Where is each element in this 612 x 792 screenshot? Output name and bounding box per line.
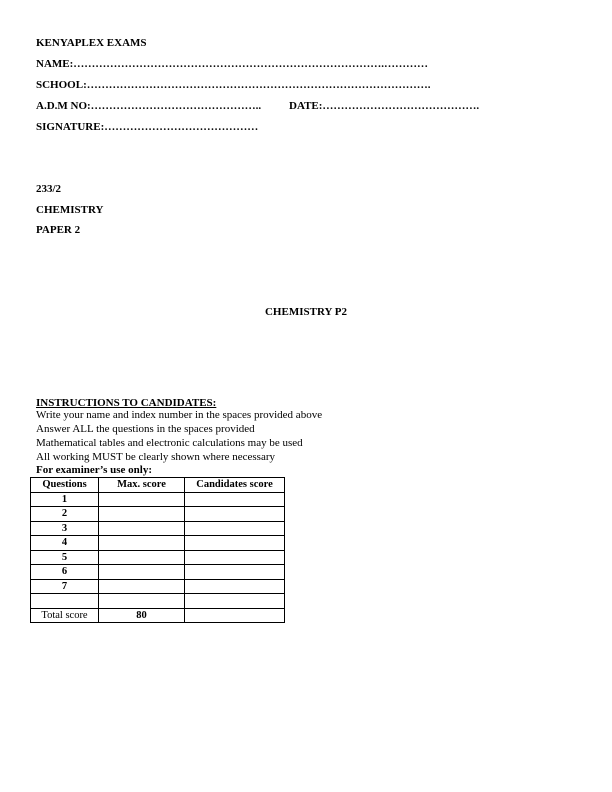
max-score-cell <box>99 550 185 565</box>
paper-number: PAPER 2 <box>36 224 81 236</box>
column-header-candidates-score: Candidates score <box>185 478 285 493</box>
adm-no-field[interactable]: A.D.M NO:……………………………………….. <box>36 100 262 112</box>
candidate-score-cell[interactable] <box>185 507 285 522</box>
candidate-score-cell[interactable] <box>185 565 285 580</box>
max-score-cell <box>99 594 185 609</box>
total-max-score: 80 <box>99 608 185 623</box>
table-row <box>31 565 285 580</box>
subject-name: CHEMISTRY <box>36 204 104 216</box>
question-number <box>31 594 99 609</box>
instructions-heading: INSTRUCTIONS TO CANDIDATES: <box>36 397 217 409</box>
total-candidate-score[interactable] <box>185 608 285 623</box>
examiner-note: For examiner’s use only: <box>36 464 152 476</box>
table-header-row <box>31 478 285 493</box>
instruction-item: Write your name and index number in the spaces provided above <box>36 409 323 421</box>
max-score-cell <box>99 536 185 551</box>
candidate-score-cell[interactable] <box>185 594 285 609</box>
table-row <box>31 507 285 522</box>
paper-code: 233/2 <box>36 183 62 195</box>
candidate-score-cell[interactable] <box>185 579 285 594</box>
school-field[interactable]: SCHOOL:…………………………………………………………………………………. <box>36 79 431 91</box>
candidate-score-cell[interactable] <box>185 550 285 565</box>
table-row <box>31 521 285 536</box>
question-number: 6 <box>31 565 99 580</box>
column-header-questions: Questions <box>31 478 99 493</box>
max-score-cell <box>99 507 185 522</box>
table-row <box>31 550 285 565</box>
question-number: 1 <box>31 492 99 507</box>
candidate-score-cell[interactable] <box>185 492 285 507</box>
question-number: 7 <box>31 579 99 594</box>
score-table <box>30 477 285 623</box>
candidate-score-cell[interactable] <box>185 521 285 536</box>
candidate-score-cell[interactable] <box>185 536 285 551</box>
instruction-item: Mathematical tables and electronic calculations may be used <box>36 437 303 449</box>
document-title: CHEMISTRY P2 <box>264 306 348 318</box>
max-score-cell <box>99 492 185 507</box>
column-header-max-score: Max. score <box>99 478 185 493</box>
table-row <box>31 579 285 594</box>
question-number: 3 <box>31 521 99 536</box>
table-row <box>31 536 285 551</box>
organization-name: KENYAPLEX EXAMS <box>36 37 147 49</box>
question-number: 4 <box>31 536 99 551</box>
total-score-label: Total score <box>31 608 99 623</box>
table-row <box>31 492 285 507</box>
question-number: 5 <box>31 550 99 565</box>
question-number: 2 <box>31 507 99 522</box>
max-score-cell <box>99 579 185 594</box>
total-row <box>31 608 285 623</box>
name-field[interactable]: NAME:………………………………………………………………………….………… <box>36 58 429 70</box>
table-row-blank <box>31 594 285 609</box>
instruction-item: Answer ALL the questions in the spaces provided <box>36 423 255 435</box>
max-score-cell <box>99 521 185 536</box>
signature-field[interactable]: SIGNATURE:…………………………………… <box>36 121 259 133</box>
date-field[interactable]: DATE:……………………………………. <box>289 100 480 112</box>
max-score-cell <box>99 565 185 580</box>
instruction-item: All working MUST be clearly shown where necessary <box>36 451 275 463</box>
